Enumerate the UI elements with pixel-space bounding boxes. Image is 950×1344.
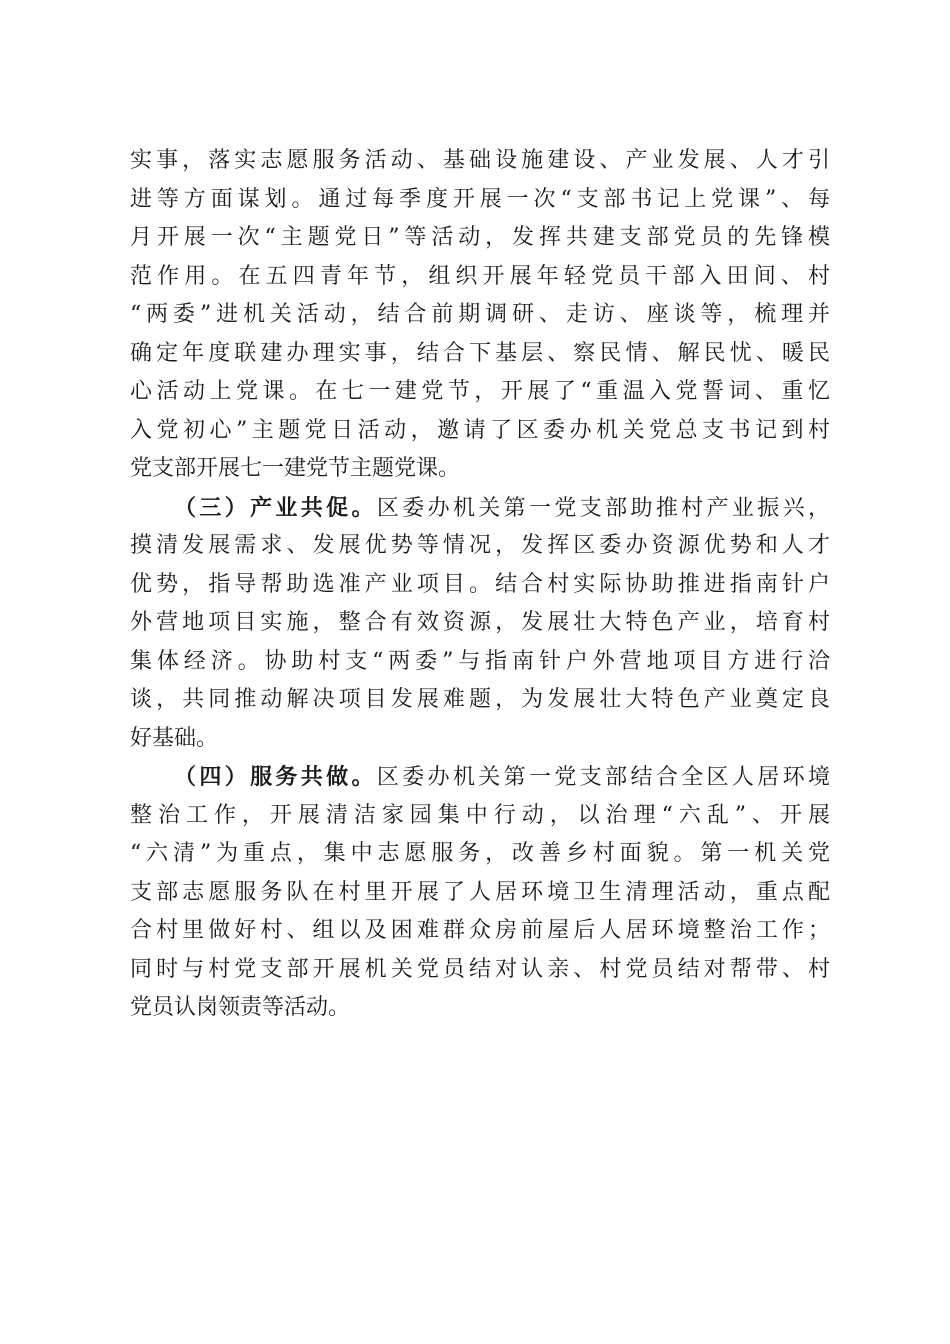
paragraph-service (130, 758, 830, 1028)
text-line: 同时与村党支部开展机关党员结对认亲、村党员结对帮带、村 (130, 956, 830, 982)
text-line: 谈，共同推动解决项目发展难题，为发展壮大特色产业奠定良 (130, 687, 830, 712)
body-text (130, 142, 830, 1028)
text-line: “两委”进机关活动，结合前期调研、走访、座谈等，梳理并 (130, 302, 830, 327)
text-line: 月开展一次“主题党日”等活动，发挥共建支部党员的先锋模 (130, 225, 830, 250)
text-line: 外营地项目实施，整合有效资源，发展壮大特色产业，培育村 (130, 610, 830, 635)
text-line: 整治工作，开展清洁家园集中行动，以治理“六乱”、开展 (130, 802, 830, 828)
section-heading: （四）服务共做。 (174, 764, 377, 790)
text-line: 集体经济。协助村支“两委”与指南针户外营地项目方进行洽 (130, 648, 830, 674)
text-line: 实事，落实志愿服务活动、基础设施建设、产业发展、人才引 (130, 148, 830, 173)
text-line: 好基础。 (130, 725, 219, 751)
section-heading: （三）产业共促。 (174, 494, 377, 521)
text-line: 入党初心”主题党日活动，邀请了区委办机关党总支书记到村 (130, 417, 830, 443)
text-line: 摸清发展需求、发展优势等情况，发挥区委办资源优势和人才 (130, 533, 830, 558)
text-line (130, 489, 830, 528)
text-line: 合村里做好村、组以及困难群众房前屋后人居环境整治工作； (130, 918, 830, 943)
text-line: 进等方面谋划。通过每季度开展一次“支部书记上党课”、每 (130, 186, 830, 212)
paragraph-activities (130, 142, 830, 489)
text-line: 优势，指导帮助选准产业项目。结合村实际协助推进指南针户 (130, 571, 830, 597)
text-line: 心活动上党课。在七一建党节，开展了“重温入党誓词、重忆 (130, 379, 830, 404)
text-line: 确定年度联建办理实事，结合下基层、察民情、解民忧、暖民 (130, 340, 830, 366)
paragraph-industry (130, 489, 830, 759)
text-line: “六清”为重点，集中志愿服务，改善乡村面貌。第一机关党 (130, 841, 830, 866)
text-line: 支部志愿服务队在村里开展了人居环境卫生清理活动，重点配 (130, 879, 830, 905)
text-line: 范作用。在五四青年节，组织开展年轻党员干部入田间、村 (130, 263, 830, 289)
text-line: 党支部开展七一建党节主题党课。 (130, 456, 461, 481)
text-line: 党员认岗领责等活动。 (130, 995, 351, 1020)
section-text: 区委办机关第一党支部助推村产业振兴， (376, 495, 830, 521)
section-text: 区委办机关第一党支部结合全区人居环境 (376, 765, 830, 790)
text-line (130, 758, 830, 797)
